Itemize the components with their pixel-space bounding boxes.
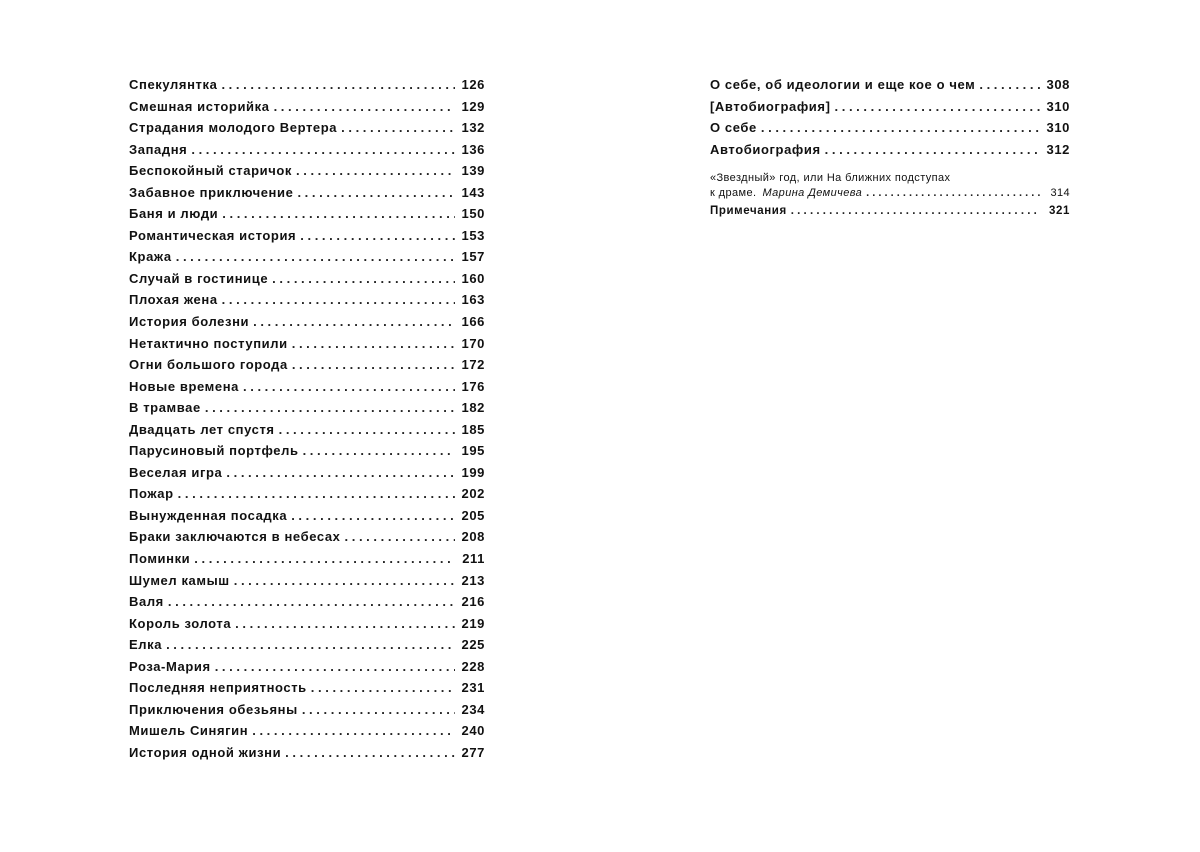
toc-entry-title: История болезни [129,314,250,330]
toc-entry[interactable] [710,96,1070,118]
dot-leader [296,160,455,182]
dot-leader [835,96,1040,118]
dot-leader [274,96,455,118]
toc-gap [710,160,1070,171]
toc-entry-title: Смешная историйка [129,98,270,114]
toc-entry-page: 211 [462,551,485,567]
toc-entry-title: Поминки [129,551,191,567]
essay-title-line2 [710,186,1070,201]
toc-entry[interactable] [710,139,1070,161]
toc-entry-title: О себе [710,120,757,136]
toc-entry-title: Король золота [129,615,232,631]
toc-entry-title: Приключения обезьяны [129,701,298,717]
toc-entry-title: Вынужденная посадка [129,507,288,523]
dot-leader [243,376,455,398]
toc-entry-page: 208 [461,529,485,545]
dot-leader [285,742,455,764]
toc-entry-title: Новые времена [129,378,239,394]
dot-leader [235,613,455,635]
toc-entry-title: Последняя неприятность [129,680,307,696]
toc-entry[interactable] [129,591,485,613]
dot-leader [176,246,455,268]
toc-entry-page: 312 [1046,141,1070,157]
dot-leader [222,289,455,311]
toc-entry[interactable] [129,182,485,204]
dot-leader [791,201,1040,223]
dot-leader [292,333,455,355]
toc-entry-page: 234 [461,701,485,717]
toc-entry-page: 321 [1049,205,1070,218]
toc-entry[interactable] [129,117,485,139]
toc-entry[interactable] [129,203,485,225]
toc-entry[interactable] [129,289,485,311]
dot-leader [215,656,455,678]
toc-entry[interactable] [129,505,485,527]
toc-entry-page: 139 [461,163,485,179]
toc-entry[interactable] [710,117,1070,139]
toc-entry[interactable] [129,720,485,742]
toc-entry-page: 132 [461,120,485,136]
toc-entry-page: 185 [461,421,485,437]
toc-entry-page: 199 [461,464,485,480]
toc-entry-page: 150 [461,206,485,222]
toc-entry[interactable] [129,570,485,592]
dot-leader [302,699,455,721]
dot-leader [221,74,455,96]
dot-leader [291,505,455,527]
toc-entry-page: 228 [461,658,485,674]
dot-leader [297,182,455,204]
toc-entry-title: В трамвае [129,400,201,416]
toc-entry-title: Огни большого города [129,357,288,373]
toc-entry-title: Мишель Синягин [129,723,249,739]
toc-entry-page: 160 [461,270,485,286]
dot-leader [253,311,455,333]
toc-entry-page: 170 [461,335,485,351]
toc-entry-page: 195 [461,443,485,459]
toc-entry-title: Двадцать лет спустя [129,421,275,437]
toc-entry-page: 202 [461,486,485,502]
toc-entry[interactable] [129,333,485,355]
toc-entry-title: Веселая игра [129,464,223,480]
toc-entry-title: Случай в гостинице [129,270,269,286]
toc-entry-page: 163 [461,292,485,308]
toc-entry-title: [Автобиография] [710,98,831,114]
dot-leader [234,570,455,592]
toc-entry-title: Автобиография [710,141,821,157]
toc-entry-page: 143 [461,184,485,200]
dot-leader [226,462,455,484]
toc-entry[interactable] [129,677,485,699]
toc-entry-title: Кража [129,249,172,265]
dot-leader [979,74,1040,96]
toc-entry-page: 231 [461,680,485,696]
dot-leader [272,268,455,290]
dot-leader [341,117,455,139]
toc-entry[interactable] [129,634,485,656]
dot-leader [825,139,1040,161]
toc-entry-page: 129 [461,98,485,114]
toc-entry[interactable] [129,246,485,268]
dot-leader [279,419,455,441]
dot-leader [191,139,455,161]
toc-entry[interactable] [129,613,485,635]
toc-entry[interactable] [129,548,485,570]
toc-entry-title: Елка [129,637,163,653]
dot-leader [303,440,455,462]
toc-entry-title: Примечания [710,205,787,218]
toc-entry[interactable] [129,397,485,419]
toc-entry-notes[interactable] [710,201,1070,223]
toc-entry-page: 126 [461,77,485,92]
dot-leader [178,483,455,505]
dot-leader [205,397,455,419]
dot-leader [166,634,455,656]
toc-entry-title: Шумел камыш [129,572,230,588]
toc-entry-title: Беспокойный старичок [129,163,293,179]
toc-entry-page: 157 [461,249,485,265]
dot-leader [345,526,455,548]
toc-entry-page: 205 [461,507,485,523]
toc-entry-title: Спекулянтка [129,77,218,92]
toc-entry[interactable] [129,483,485,505]
toc-entry-page: 136 [461,141,485,157]
toc-entry-title: Нетактично поступили [129,335,288,351]
toc-entry-page: 225 [461,637,485,653]
toc-entry[interactable] [129,160,485,182]
toc-entry[interactable] [129,311,485,333]
toc-list-left [129,74,485,764]
essay-title-line1: «Звездный» год, или На ближних подступах [710,172,951,185]
right-page [600,0,1200,852]
toc-entry-page: 240 [461,723,485,739]
essay-author: Марина Демичева [762,187,863,200]
toc-entry-essay[interactable] [710,171,1070,201]
toc-entry-page: 314 [1050,187,1070,200]
toc-entry-page: 219 [461,615,485,631]
toc-entry-page: 153 [461,227,485,243]
toc-entry-title: Валя [129,594,164,610]
toc-entry[interactable] [710,74,1070,96]
toc-entry[interactable] [129,656,485,678]
toc-entry[interactable] [129,742,485,764]
toc-entry-page: 213 [461,572,485,588]
toc-entry-title: Плохая жена [129,292,218,308]
toc-entry-page: 310 [1046,98,1070,114]
dot-leader [168,591,455,613]
toc-entry[interactable] [129,74,485,96]
dot-leader [252,720,455,742]
toc-entry[interactable] [129,354,485,376]
toc-list-right [710,74,1070,223]
dot-leader [292,354,455,376]
dot-leader [300,225,455,247]
dot-leader [194,548,455,570]
toc-entry-page: 216 [461,594,485,610]
toc-entry-page: 277 [461,744,485,760]
toc-entry-title: Баня и люди [129,206,219,222]
dot-leader [761,117,1040,139]
toc-entry-title: Пожар [129,486,174,502]
toc-entry-page: 172 [461,357,485,373]
toc-entry-page: 182 [461,400,485,416]
toc-entry-title: История одной жизни [129,744,282,760]
toc-entry-page: 166 [461,314,485,330]
toc-entry[interactable] [129,462,485,484]
toc-entry-page: 308 [1046,77,1070,92]
dot-leader [222,203,455,225]
toc-entry-title: Роза-Мария [129,658,211,674]
toc-entry-title: Забавное приключение [129,184,294,200]
dot-leader [311,677,455,699]
toc-entry[interactable] [129,419,485,441]
toc-entry[interactable] [129,96,485,118]
toc-entry[interactable] [129,376,485,398]
toc-entry-page: 310 [1046,120,1070,136]
toc-entry-title: Западня [129,141,188,157]
toc-entry-title: Романтическая история [129,227,297,243]
toc-entry[interactable] [129,225,485,247]
toc-entry-title: Парусиновый портфель [129,443,299,459]
toc-entry[interactable] [129,440,485,462]
toc-entry-title: О себе, об идеологии и еще кое о чем [710,77,976,92]
toc-entry-page: 176 [461,378,485,394]
toc-entry[interactable] [129,139,485,161]
toc-entry-title: Браки заключаются в небесах [129,529,341,545]
toc-entry[interactable] [129,699,485,721]
essay-title-line2-text: к драме. [710,187,757,200]
toc-entry[interactable] [129,268,485,290]
toc-entry[interactable] [129,526,485,548]
toc-entry-title: Страдания молодого Вертера [129,120,338,136]
dot-leader [866,186,1040,201]
